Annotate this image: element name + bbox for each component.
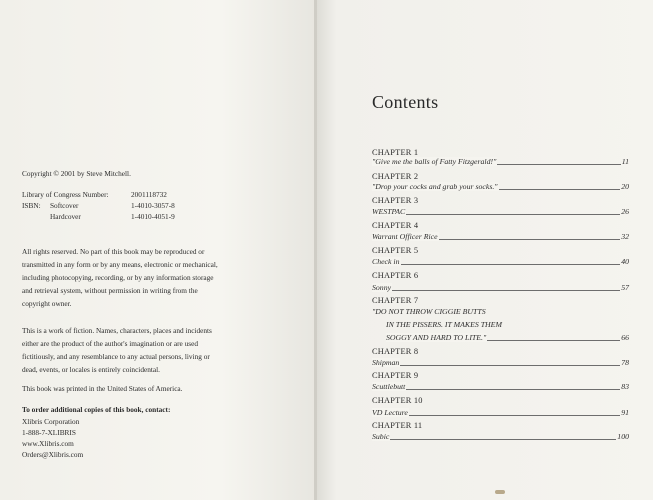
page-number: 57: [621, 283, 629, 292]
chapter-title: WESTPAC: [372, 207, 406, 216]
chapter-label: CHAPTER 4: [372, 221, 419, 230]
page-number: 100: [617, 432, 629, 441]
dot-leader: [372, 415, 629, 416]
softcover-isbn: 1-4010-3057-8: [131, 201, 175, 210]
contact-block: [22, 416, 83, 460]
toc-entry: [386, 332, 629, 343]
contents-title: Contents: [372, 92, 439, 112]
contact-line: www.Xlibris.com: [22, 439, 74, 448]
page-number: 66: [621, 333, 629, 342]
toc-entry: [372, 181, 629, 192]
loc-value: 2001118732: [131, 190, 167, 199]
fiction-line: This is a work of fiction. Names, characters, places and incidents: [22, 326, 212, 335]
printed-line: This book was printed in the United States of America.: [22, 384, 183, 393]
page-number: 20: [621, 182, 629, 191]
chapter-title: Sonny: [372, 283, 392, 292]
page-number: 11: [621, 157, 629, 166]
chapter-title: Scuttlebutt: [372, 382, 406, 391]
hardcover-label: Hardcover: [50, 212, 81, 221]
chapter-label: CHAPTER 8: [372, 347, 419, 356]
chapter-title-line: "DO NOT THROW CIGGIE BUTTS: [372, 307, 486, 316]
toc-entry: [372, 256, 629, 267]
chapter-title: "Give me the balls of Fatty Fitzgerald!": [372, 157, 497, 166]
toc-entry: [372, 231, 629, 242]
contact-line: Xlibris Corporation: [22, 417, 80, 426]
page-number: 26: [621, 207, 629, 216]
chapter-title: VD Lecture: [372, 408, 408, 417]
chapter-label: CHAPTER 11: [372, 421, 423, 430]
fiction-line: either are the product of the author's imagination or are used: [22, 339, 198, 348]
loc-label: Library of Congress Number:: [22, 190, 109, 199]
hardcover-isbn: 1-4010-4051-9: [131, 212, 175, 221]
copyright-line: Copyright © 2001 by Steve Mitchell.: [22, 169, 131, 178]
chapter-label: CHAPTER 3: [372, 196, 419, 205]
chapter-label: CHAPTER 7: [372, 296, 419, 305]
toc-entry: [372, 156, 629, 167]
softcover-label: Softcover: [50, 201, 79, 210]
rights-line: including photocopying, recording, or by any information storage: [22, 273, 214, 282]
right-page: [316, 0, 653, 500]
rights-line: copyright owner.: [22, 299, 72, 308]
rights-line: All rights reserved. No part of this book may be reproduced or: [22, 247, 205, 256]
chapter-title: Subic: [372, 432, 390, 441]
page-number: 32: [621, 232, 629, 241]
dot-leader: [372, 290, 629, 291]
dot-leader: [372, 439, 629, 440]
rights-paragraph: [22, 245, 218, 310]
page-edge-smudge: [495, 490, 505, 494]
toc-entry: [372, 431, 629, 442]
chapter-label: CHAPTER 9: [372, 371, 419, 380]
chapter-label: CHAPTER 6: [372, 271, 419, 280]
chapter-title: "Drop your cocks and grab your socks.": [372, 182, 498, 191]
chapter-label: CHAPTER 2: [372, 172, 419, 181]
order-heading: To order additional copies of this book, contact:: [22, 405, 171, 414]
contact-line: 1-888-7-XLIBRIS: [22, 428, 76, 437]
contact-line: Orders@Xlibris.com: [22, 450, 84, 459]
dot-leader: [372, 389, 629, 390]
page-number: 78: [621, 358, 629, 367]
dot-leader: [372, 365, 629, 366]
chapter-title: Check in: [372, 257, 400, 266]
chapter-label: CHAPTER 1: [372, 148, 419, 157]
chapter-title-line: SOGGY AND HARD TO LITE.": [386, 333, 487, 342]
rights-line: and retrieval system, without permission in writing from the: [22, 286, 198, 295]
toc-entry: [372, 381, 629, 392]
page-number: 83: [621, 382, 629, 391]
toc-entry: [372, 407, 629, 418]
chapter-title: Shipman: [372, 358, 400, 367]
chapter-title: Warrant Officer Rice: [372, 232, 438, 241]
fiction-line: dead, events, or locales is entirely coincidental.: [22, 365, 160, 374]
chapter-title-line: IN THE PISSERS. IT MAKES THEM: [386, 320, 502, 329]
chapter-label: CHAPTER 10: [372, 396, 423, 405]
isbn-label: ISBN:: [22, 201, 41, 210]
book-gutter: [314, 0, 317, 500]
chapter-label: CHAPTER 5: [372, 246, 419, 255]
rights-line: transmitted in any form or by any means, electronic or mechanical,: [22, 260, 218, 269]
toc-entry: [372, 357, 629, 368]
toc-entry: [372, 282, 629, 293]
fiction-paragraph: [22, 324, 212, 376]
dot-leader: [372, 264, 629, 265]
dot-leader: [372, 214, 629, 215]
page-number: 40: [621, 257, 629, 266]
toc-entry: [372, 206, 629, 217]
page-number: 91: [621, 408, 629, 417]
fiction-line: fictitiously, and any resemblance to any actual persons, living or: [22, 352, 210, 361]
